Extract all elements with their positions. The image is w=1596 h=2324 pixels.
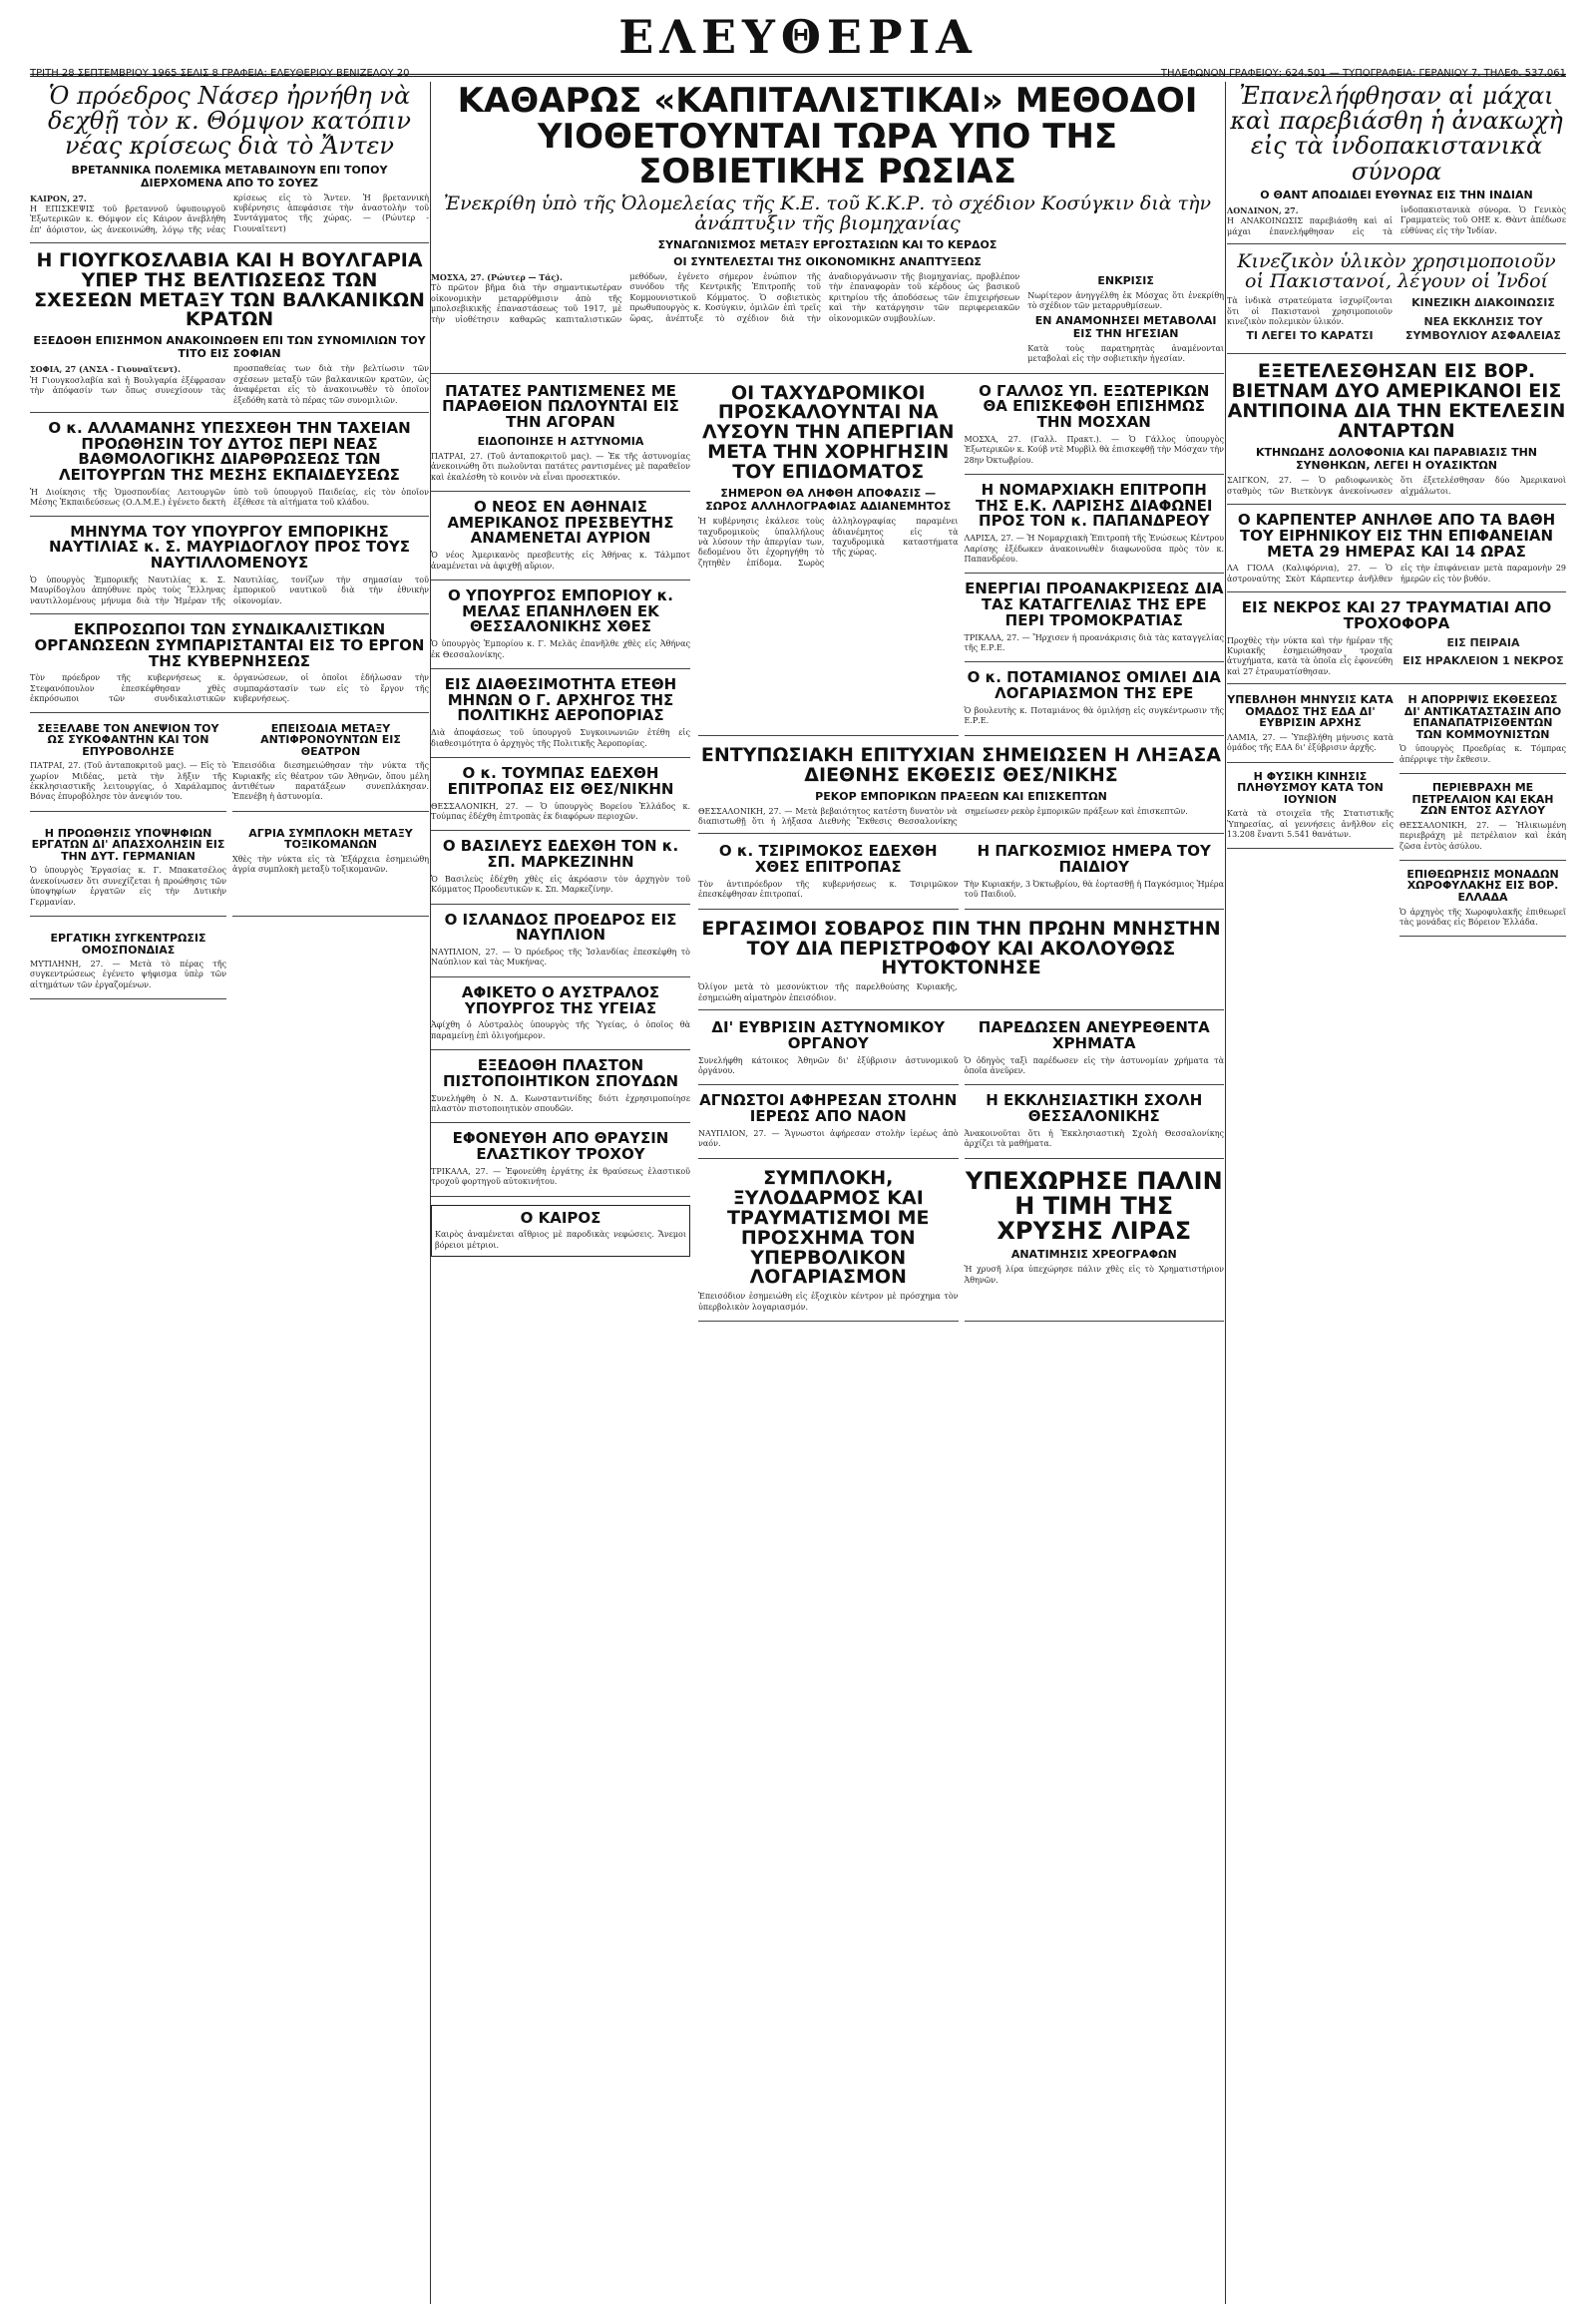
article-forged-cert [431, 1058, 690, 1123]
article-traffic [1227, 600, 1566, 684]
article-body [698, 1129, 959, 1150]
lead-sidebar [1027, 272, 1224, 367]
column-divider [1225, 82, 1226, 2304]
headline: Ο ΥΠΟΥΡΓΟΣ ΕΜΠΟΡΙΟΥ κ. ΜΕΛΑΣ ΕΠΑΝΗΛΘΕΝ ΕΚ ΘΕΣΣΑΛΟΝΙΚΗΣ ΧΘΕΣ [447, 585, 674, 636]
article-body [431, 948, 690, 968]
article-clash [232, 826, 429, 917]
article-body [698, 807, 1224, 828]
headline: ΟΙ ΤΑΧΥΔΡΟΜΙΚΟΙ ΠΡΟΣΚΑΛΟΥΝΤΑΙ ΝΑ ΛΥΣΟΥΝ ΤΗΝ ΑΠΕΡΓΙΑΝ ΜΕΤΑ ΤΗΝ ΧΟΡΗΓΗΣΙΝ ΤΟΥ ΕΠΙΔΟΜΑΤΟΣ [701, 381, 955, 484]
subheadline: ΕΞΕΔΟΘΗ ΕΠΙΣΗΜΟΝ ΑΝΑΚΟΙΝΩΘΕΝ ΕΠΙ ΤΩΝ ΣΥΝΟΜΙΛΙΩΝ ΤΟΥ ΤΙΤΟ ΕΙΣ ΣΟΦΙΑΝ [33, 334, 426, 361]
article-body [30, 761, 226, 803]
article-potamianos [965, 670, 1225, 735]
article-iceland [431, 910, 690, 977]
right-lower-right [1399, 692, 1566, 945]
pair-right [965, 382, 1225, 744]
masthead-rule [30, 74, 1566, 77]
subheadline: ΑΝΑΤΙΜΗΣΙΣ ΧΡΕΟΓΡΑΦΩΝ [1010, 1248, 1177, 1262]
paragraph: ΤΡΙΚΑΛΑ, 27. — Ἐφονεύθη ἐργάτης ἐκ θραύσεως ἐλαστικοῦ τροχοῦ φορτηγοῦ αὐτοκινήτου. [431, 1166, 690, 1187]
article-theatre [232, 721, 429, 812]
subheadline: ΕΙΣ ΗΡΑΚΛΕΙΟΝ 1 ΝΕΚΡΟΣ [1402, 653, 1564, 667]
article-body [698, 1056, 959, 1077]
headline: ΔΙ' ΕΥΒΡΙΣΙΝ ΑΣΤΥΝΟΜΙΚΟΥ ΟΡΓΑΝΟΥ [711, 1018, 946, 1052]
paragraph: Ὀλίγον μετὰ τὸ μεσονύκτιον τῆς παρελθούσης Κυριακῆς, ἐσημειώθη αἱματηρὸν ἐπεισόδιον. [698, 982, 958, 1002]
headline: Ο κ. ΤΣΙΡΙΜΟΚΟΣ ΕΔΕΧΘΗ ΧΘΕΣ ΕΠΙΤΡΟΠΑΣ [718, 842, 938, 877]
headline: Ο ΒΑΣΙΛΕΥΣ ΕΔΕΧΘΗ ΤΟΝ κ. ΣΠ. ΜΑΡΚΕΖΙΝΗΝ [442, 837, 679, 872]
headline: Η ΠΑΓΚΟΣΜΙΟΣ ΗΜΕΡΑ ΤΟΥ ΠΑΙΔΙΟΥ [977, 842, 1211, 877]
paragraph: Ὁ ὑπουργὸς Ἐμπορικῆς Ναυτιλίας κ. Σ. Μαυρίδογλου ἀπηύθυνε πρὸς τοὺς Ἕλληνας ναυτιλλομένους μήνυμα διὰ τὴν Ἡμέραν τῆς Ναυτιλίας, τονίζων τὴν σημασίαν τοῦ ἐμπορικοῦ ναυτικοῦ διὰ τὴν ἐθνικὴν οἰκονομίαν. [30, 575, 429, 605]
headline: ΠΑΡΕΔΩΣΕΝ ΑΝΕΥΡΕΘΕΝΤΑ ΧΡΗΜΑΤΑ [978, 1018, 1210, 1052]
right-lower-left [1227, 692, 1394, 945]
center-right-stack [698, 382, 1224, 1331]
article-child-day [965, 842, 1225, 909]
article-body [435, 1230, 686, 1251]
paragraph: Ὁ ὁδηγὸς ταξὶ παρέδωσεν εἰς τὴν ἀστυνομίαν χρήματα τὰ ὁποῖα ἀνεῦρεν. [964, 1055, 1224, 1076]
paragraph: Ἐπεισόδιον ἐσημειώθη εἰς ἐξοχικὸν κέντρον μὲ πρόσχημα τὸν ὑπερβολικὸν λογαριασμόν. [698, 1292, 959, 1312]
paragraph: Καιρὸς ἀναμένεται αἴθριος μὲ παροδικὰς νεφώσεις. Ἄνεμοι βόρειοι μέτριοι. [435, 1230, 686, 1250]
headline: ΕΞΕΤΕΛΕΣΘΗΣΑΝ ΕΙΣ ΒΟΡ. ΒΙΕΤΝΑΜ ΔΥΟ ΑΜΕΡΙΚΑΝΟΙ ΕΙΣ ΑΝΤΙΠΟΙΝΑ ΔΙΑ ΤΗΝ ΕΚΤΕΛΕΣΙΝ ΑΝΤΑΡΤΩΝ [1227, 360, 1566, 443]
center-top-pair [698, 382, 1224, 744]
article-body [965, 706, 1225, 727]
article-potatoes [431, 381, 690, 492]
article-body [232, 855, 429, 876]
paragraph: Η ΑΝΑΚΟΙΝΩΣΙΣ παρεβιάσθη καὶ αἱ μάχαι ἐπανελήφθησαν εἰς τὰ ἰνδοπακιστανικὰ σύνορα. Ὁ Γενικὸς Γραμματεὺς τοῦ ΟΗΕ κ. Θὰντ ἀπέδωσε εὐθύνας εἰς τὴν Ἰνδίαν. [1227, 204, 1566, 236]
paragraph: Τὸν ἀντιπρόεδρον τῆς κυβερνήσεως κ. Τσιριμῶκον ἐπεσκέφθησαν ἐπιτροπαί. [698, 879, 959, 900]
article-body [1227, 809, 1394, 840]
article-french-minister [964, 381, 1225, 475]
paragraph: ΤΡΙΚΑΛΑ, 27. — Ἤρχισεν ἡ προανάκρισις διὰ τὰς καταγγελίας τῆς Ε.Ρ.Ε. [964, 632, 1224, 652]
paragraph: Χθὲς τὴν νύκτα εἰς τὰ Ἐξάρχεια ἐσημειώθη ἀγρία συμπλοκὴ μεταξὺ τοξικομανῶν. [232, 854, 429, 875]
headline: Ὁ πρόεδρος Νάσερ ἠρνήθη νὰ δεχθῇ τὸν κ. Θόμψον κατόπιν νέας κρίσεως διὰ τὸ Ἄντεν [48, 82, 411, 161]
article-body [1027, 344, 1224, 365]
article-body [431, 802, 690, 823]
center-column [431, 82, 1224, 2304]
paragraph: Τὴν Κυριακήν, 3 Ὀκτωβρίου, θὰ ἑορτασθῇ ἡ Παγκόσμιος Ἡμέρα τοῦ Παιδιοῦ. [964, 879, 1224, 900]
paragraph: Τὸ πρῶτον βῆμα διὰ τὴν σημαντικωτέραν οἰκονομικὴν μεταρρύθμισιν ἀπὸ τῆς μπολσεβικικῆς ἐπαναστάσεως τοῦ 1917, μὲ τὴν υἱοθέτησιν καθαρῶς καπιταλιστικῶν μεθόδων, ἐγένετο σήμερον ἐνώπιον τῆς συνόδου τῆς Κεντρικῆς Ἐπιτροπῆς τοῦ Κομμουνιστικοῦ Κόμματος. Ὁ σοβιετικὸς πρωθυπουργὸς κ. Κοσύγκιν, ὁμιλῶν ἐπὶ τρεῖς ὥρας, ἀνέπτυξε τὸ σχέδιον διὰ τὴν ἀναδιοργάνωσιν τῆς βιομηχανίας, προβλέπον τὴν ἐπαναφορὰν τοῦ κέρδους ὡς βασικοῦ κριτηρίου τῆς ἀποδόσεως τῶν ἐπιχειρήσεων καὶ τὴν κατάργησιν τῶν περιφερειακῶν οἰκονομικῶν συμβουλίων. [431, 271, 1020, 324]
subheadline: ΟΙ ΣΥΝΤΕΛΕΣΤΑΙ ΤΗΣ ΟΙΚΟΝΟΜΙΚΗΣ ΑΝΑΠΤΥΞΕΩΣ [673, 254, 982, 268]
headline: Ο ΝΕΟΣ ΕΝ ΑΘΗΝΑΙΣ ΑΜΕΡΙΚΑΝΟΣ ΠΡΕΣΒΕΥΤΗΣ ΑΝΑΜΕΝΕΤΑΙ ΑΥΡΙΟΝ [447, 497, 674, 548]
subheadline: ΚΤΗΝΩΔΗΣ ΔΟΛΟΦΟΝΙΑ ΚΑΙ ΠΑΡΑΒΙΑΣΙΣ ΤΗΝ ΣΥΝΘΗΚΩΝ, ΛΕΓΕΙ Η ΟΥΑΣΙΚΤΩΝ [1255, 446, 1538, 473]
article-body [1227, 733, 1394, 754]
lower-right [965, 1018, 1225, 1167]
headline: Η ΑΠΟΡΡΙΨΙΣ ΕΚΘΕΣΕΩΣ ΔΙ' ΑΝΤΙΚΑΤΑΣΤΑΣΙΝ ΑΠΟ ΕΠΑΝΑΠΑΤΡΙΣΘΕΝΤΩΝ ΤΩΝ ΚΟΜΜΟΥΝΙΣΤΩΝ [1403, 693, 1562, 741]
paragraph: Νωρίτερον ἀνηγγέλθη ἐκ Μόσχας ὅτι ἐνεκρίθη τὸ σχέδιον τῶν μεταρρυθμίσεων. [1027, 290, 1224, 311]
article-australian [431, 982, 690, 1050]
article-body [431, 728, 690, 749]
article-population [1227, 771, 1394, 850]
article-carpenter [1227, 513, 1566, 592]
lead-body-area [431, 272, 1224, 367]
article-body [698, 517, 959, 569]
article-body [1399, 821, 1566, 852]
dateline: ΜΟΣΧΑ, 27. (Ρώυτερ — Τάς). [431, 271, 563, 282]
headline: ΕΦΟΝΕΥΘΗ ΑΠΟ ΘΡΑΥΣΙΝ ΕΛΑΣΤΙΚΟΥ ΤΡΟΧΟΥ [452, 1129, 669, 1164]
subheadline: ΕΙΔΟΠΟΙΗΣΕ Η ΑΣΤΥΝΟΜΙΑ [477, 434, 644, 448]
subheadline: ΕΙΣ ΠΕΙΡΑΙΑ [1446, 635, 1520, 649]
headline: ΕΠΕΙΣΟΔΙΑ ΜΕΤΑΞΥ ΑΝΤΙΦΡΟΝΟΥΝΤΩΝ ΕΙΣ ΘΕΑΤΡΟΝ [260, 721, 401, 758]
paragraph: ΛΑ ΓΙΟΛΑ (Καλιφόρνια), 27. — Ὁ ἀστροναύτης Σκὸτ Κάρπεντερ ἀνῆλθεν εἰς τὴν ἐπιφάνειαν μετὰ παραμονὴν 29 ἡμερῶν εἰς τὸν βυθόν. [1227, 564, 1566, 583]
center-bottom-pair [698, 1167, 1224, 1330]
subheadline: ΣΥΝΑΓΩΝΙΣΜΟΣ ΜΕΤΑΞΥ ΕΡΓΟΣΤΑΣΙΩΝ ΚΑΙ ΤΟ ΚΕΡΔΟΣ [657, 237, 998, 251]
article-body [431, 875, 690, 896]
short-articles [30, 721, 429, 1008]
subheadline: ΡΕΚΟΡ ΕΜΠΟΡΙΚΩΝ ΠΡΑΞΕΩΝ ΚΑΙ ΕΠΙΣΚΕΠΤΩΝ [815, 789, 1107, 803]
paragraph: Ἐπεισόδια διεσημειώθησαν τὴν νύκτα τῆς Κυριακῆς εἰς θέατρον τῶν Ἀθηνῶν, ὅπου μέλη ἀντιθέτων παρατάξεων συνεπλάκησαν. Ἐπενέβη ἡ ἀστυνομία. [232, 761, 429, 802]
article-body [965, 435, 1225, 466]
paragraph: Ὁ βουλευτὴς κ. Ποταμιάνος θὰ ὁμιλήσῃ εἰς συγκέντρωσιν τῆς Ε.Ρ.Ε. [964, 705, 1224, 726]
subheadline: ΒΡΕΤΑΝΝΙΚΑ ΠΟΛΕΜΙΚΑ ΜΕΤΑΒΑΙΝΟΥΝ ΕΠΙ ΤΟΠΟΥ ΔΙΕΡΧΟΜΕΝΑ ΑΠΟ ΤΟ ΣΟΥΕΖ [71, 163, 388, 190]
lead-deck: Ἐνεκρίθη ὑπὸ τῆς Ὀλομελείας τῆς Κ.Ε. τοῦ Κ.Κ.Ρ. τὸ σχέδιον Κοσύγκιν διὰ τὴν ἀνάπτυξιν τῆς βιομηχανίας [443, 193, 1212, 234]
headline: ΑΦΙΚΕΤΟ Ο ΑΥΣΤΡΑΛΟΣ ΥΠΟΥΡΓΟΣ ΤΗΣ ΥΓΕΙΑΣ [461, 982, 660, 1017]
article-priest-robe [698, 1093, 959, 1158]
article-workers-germany [30, 826, 226, 917]
article-body [30, 576, 429, 607]
article-civil-aviation [431, 674, 690, 758]
headline: ΕΝΤΥΠΩΣΙΑΚΗ ΕΠΙΤΥΧΙΑΝ ΣΗΜΕΙΩΣΕΝ Η ΛΗΞΑΣΑ ΔΙΕΘΝΗΣ ΕΚΘΕΣΙΣ ΘΕΣ/ΝΙΚΗΣ [700, 743, 1222, 786]
headline: Ο ΓΑΛΛΟΣ ΥΠ. ΕΞΩΤΕΡΙΚΩΝ ΘΑ ΕΠΙΣΚΕΦΘΗ ΕΠΙΣΗΜΩΣ ΤΗΝ ΜΟΣΧΑΝ [979, 381, 1210, 431]
article-melas [431, 585, 690, 669]
paragraph: Ὁ Βασιλεὺς ἐδέχθη χθὲς εἰς ἀκρόασιν τὸν ἀρχηγὸν τοῦ Κόμματος Προοδευτικῶν κ. Σπ. Μαρκεζίνην. [431, 874, 690, 895]
paragraph: Κατὰ τοὺς παρατηρητὰς ἀναμένονται μεταβολαὶ εἰς τὴν σοβιετικὴν ἡγεσίαν. [1027, 343, 1224, 364]
paragraph: Ὁ ἀρχηγὸς τῆς Χωροφυλακῆς ἐπιθεωρεῖ τὰς μονάδας εἰς Βόρειον Ἑλλάδα. [1399, 907, 1566, 927]
paragraph: Ὁ ὑπουργὸς Ἐργασίας κ. Γ. Μπακατσέλος ἀνεκοίνωσεν ὅτι συνεχίζεται ἡ προώθησις τῶν ὑποψηφίων ἐργατῶν εἰς τὴν Δυτικὴν Γερμανίαν. [30, 866, 226, 907]
article-toumbas [431, 766, 690, 831]
paragraph: Προχθὲς τὴν νύκτα καὶ τὴν ἡμέραν τῆς Κυριακῆς ἐσημειώθησαν τροχαῖα ἀτυχήματα, κατὰ τὰ ὁποῖα εἷς ἐφονεύθη καὶ 27 ἐτραυματίσθησαν. [1227, 635, 1393, 676]
headline: ΥΠΕΒΛΗΘΗ ΜΗΝΥΣΙΣ ΚΑΤΑ ΟΜΑΔΟΣ ΤΗΣ ΕΔΑ ΔΙ' ΕΥΒΡΙΣΙΝ ΑΡΧΗΣ [1227, 693, 1394, 730]
article-revolver [698, 917, 1224, 1011]
headline: ΠΑΤΑΤΕΣ ΡΑΝΤΙΣΜΕΝΕΣ ΜΕ ΠΑΡΑΘΕΙΟΝ ΠΩΛΟΥΝΤΑΙ ΕΙΣ ΤΗΝ ΑΓΟΡΑΝ [442, 381, 679, 431]
article-body [1227, 636, 1566, 678]
headline: ΕΚΠΡΟΣΩΠΟΙ ΤΩΝ ΣΥΝΔΙΚΑΛΙΣΤΙΚΩΝ ΟΡΓΑΝΩΣΕΩΝ ΣΥΜΠΑΡΙΣΤΑΝΤΑΙ ΕΙΣ ΤΟ ΕΡΓΟΝ ΤΗΣ ΚΥΒΕΡΝΗΣΕΩΣ [34, 620, 425, 670]
article-body [1399, 908, 1566, 929]
article-shooting [30, 721, 226, 812]
headline: Ο ΚΑΡΠΕΝΤΕΡ ΑΝΗΛΘΕ ΑΠΟ ΤΑ ΒΑΘΗ ΤΟΥ ΕΙΡΗΝΙΚΟΥ ΕΙΣ ΤΗΝ ΕΠΙΦΑΝΕΙΑΝ ΜΕΤΑ 29 ΗΜΕΡΑΣ ΚΑΙ 14 ΩΡΑΣ [1237, 511, 1556, 561]
article-body [965, 633, 1225, 654]
article-church-school [965, 1093, 1225, 1158]
left-column [30, 82, 429, 2304]
article-body [965, 534, 1225, 565]
dateline: ΚΑΙΡΟΝ, 27. [30, 193, 87, 203]
headline: ΣΕΞΕΛΑΒΕ ΤΟΝ ΑΝΕΨΙΟΝ ΤΟΥ ΩΣ ΣΥΚΟΦΑΝΤΗΝ ΚΑΙ ΤΟΝ ΕΠΥΡΟΒΟΛΗΣΕ [37, 721, 219, 758]
dateline: ΣΟΦΙΑ, 27 (ΑΝΣΑ - Γιουναϊτεντ). [30, 364, 181, 375]
lower-left [698, 1018, 959, 1167]
paragraph: Συνελήφθη κάτοικος Ἀθηνῶν δι' ἐξύβρισιν ἀστυνομικοῦ ὀργάνου. [698, 1055, 959, 1076]
paragraph: Συνελήφθη ὁ Ν. Δ. Κωνσταντινίδης διότι ἐχρησιμοποίησε πλαστὸν πιστοποιητικὸν σπουδῶν. [431, 1093, 690, 1114]
article-body [431, 639, 690, 660]
paragraph: Ἡ χρυσῆ λίρα ὑπεχώρησε πάλιν χθὲς εἰς τὸ Χρηματιστήριον Ἀθηνῶν. [964, 1265, 1224, 1285]
paragraph: ΘΕΣΣΑΛΟΝΙΚΗ, 27. — Μετὰ βεβαιότητος κατέστη δυνατὸν νὰ διαπιστωθῇ ὅτι ἡ λήξασα Διεθνὴς Ἔκθεσις Θεσσαλονίκης σημείωσεν ρεκὸρ ἐμπορικῶν πράξεων καὶ ἐπισκεπτῶν. [698, 806, 1188, 826]
paragraph: Ἡ Γιουγκοσλαβία καὶ ἡ Βουλγαρία ἐξέφρασαν τὴν ἀπόφασίν των ὅπως συνεχίσουν τὰς προσπαθείας των διὰ τὴν βελτίωσιν τῶν σχέσεων μεταξὺ τῶν βαλκανικῶν κρατῶν, ὡς ἀναφέρεται εἰς τὸ ἀνακοινωθὲν τὸ ὁποῖον ἐξεδόθη κατὰ τὸ πέρας τῶν συνομιλιῶν. [30, 364, 429, 405]
article-body [1227, 205, 1566, 238]
paragraph: Ἀφίχθη ὁ Αὐστραλὸς ὑπουργὸς τῆς Ὑγείας, ὁ ὁποῖος θὰ παραμείνῃ ἐπὶ ὀλιγοήμερον. [431, 1020, 690, 1040]
paragraph: ΠΑΤΡΑΙ, 27. (Τοῦ ἀνταποκριτοῦ μας). — Ἐκ τῆς ἀστυνομίας ἀνεκοινώθη ὅτι πωλοῦνται πατάτες ραντισμένες μὲ παραθεῖον καὶ ἐκαλέσθη τὸ κοινὸν νὰ εἶναι προσεκτικόν. [431, 451, 690, 482]
article-body [431, 1020, 690, 1041]
headline: ΠΕΡΙΕΒΡΑΧΗ ΜΕ ΠΕΤΡΕΛΑΙΟΝ ΚΑΙ ΕΚΑΗ ΖΩΝ ΕΝΤΟΣ ΑΣΥΛΟΥ [1411, 781, 1554, 818]
article-gendarmerie [1399, 869, 1566, 937]
center-mid-pair [698, 842, 1224, 917]
article-labour-rally [30, 931, 226, 999]
article-body [965, 1056, 1225, 1077]
subheadline: ΤΙ ΛΕΓΕΙ ΤΟ ΚΑΡΑΤΣΙ [1246, 329, 1374, 343]
headline: Ἐπανελήφθησαν αἱ μάχαι καὶ παρεβιάσθη ἡ ἀνακωχὴ εἰς τὰ ἰνδοπακιστανικὰ σύνορα [1230, 82, 1563, 186]
paragraph: Η ΕΠΙΣΚΕΨΙΣ τοῦ βρεταννοῦ ὑφυπουργοῦ Ἐξωτερικῶν κ. Θόμψον εἰς Κάιρον ἀνεβλήθη ἐπ' ἀόριστον, ὡς ἀνεκοινώθη, λόγῳ τῆς νέας κρίσεως εἰς τὸ Ἄντεν. Ἡ βρεταννικὴ κυβέρνησις ἀπεφάσισε τὴν ἀναστολὴν τοῦ Συντάγματος τῆς χώρας. — (Ρώυτερ - Γιουναϊτεντ) [30, 193, 429, 234]
headline: ΥΠΕΧΩΡΗΣΕ ΠΑΛΙΝ Η ΤΙΜΗ ΤΗΣ ΧΡΥΣΗΣ ΛΙΡΑΣ [965, 1166, 1223, 1246]
subheadline: ΚΙΝΕΖΙΚΗ ΔΙΑΚΟΙΝΩΣΙΣ [1411, 296, 1555, 310]
headline: Ο ΚΑΙΡΟΣ [520, 1208, 601, 1227]
article-body [1027, 291, 1224, 312]
article-allamanis [30, 418, 429, 517]
article-body [1227, 564, 1566, 585]
headline: Η ΝΟΜΑΡΧΙΑΚΗ ΕΠΙΤΡΟΠΗ ΤΗΣ Ε.Κ. ΛΑΡΙΣΗΣ ΔΙΑΦΩΝΕΙ ΠΡΟΣ ΤΟΝ κ. ΠΑΠΑΝΔΡΕΟΥ [976, 480, 1213, 531]
article-body [30, 866, 226, 908]
subheadline: ΕΝΚΡΙΣΙΣ [1097, 273, 1154, 287]
paragraph: Ἀνακοινοῦται ὅτι ἡ Ἐκκλησιαστικὴ Σχολὴ Θεσσαλονίκης ἀρχίζει τὰ μαθήματα. [964, 1128, 1224, 1149]
article-body [232, 761, 429, 803]
article-body [431, 452, 690, 483]
center-lower-pair [698, 1018, 1224, 1167]
headline: Η ΕΚΚΛΗΣΙΑΣΤΙΚΗ ΣΧΟΛΗ ΘΕΣΣΑΛΟΝΙΚΗΣ [986, 1091, 1203, 1126]
headline: ΕΠΙΘΕΩΡΗΣΙΣ ΜΟΝΑΔΩΝ ΧΩΡΟΦΥΛΑΚΗΣ ΕΙΣ ΒΟΡ. ΕΛΛΑΔΑ [1406, 867, 1559, 904]
article-found-money [965, 1020, 1225, 1085]
paragraph: Ὁ ὑπουργὸς Προεδρίας κ. Τόμπρας ἀπέρριψε τὴν ἔκθεσιν. [1399, 744, 1566, 764]
masthead [30, 10, 1566, 80]
article-postal-strike [698, 382, 959, 736]
subheadline: ΕΝ ΑΝΑΜΟΝΗΣΕΙ ΜΕΤΑΒΟΛΑΙ ΕΙΣ ΤΗΝ ΗΓΕΣΙΑΝ [1034, 313, 1217, 340]
right-lower [1227, 692, 1566, 945]
subheadline: ΣΗΜΕΡΟΝ ΘΑ ΛΗΦΘΗ ΑΠΟΦΑΣΙΣ — ΣΩΡΟΣ ΑΛΛΗΛΟΓΡΑΦΙΑΣ ΑΔΙΑΝΕΜΗΤΟΣ [705, 487, 952, 514]
subheadline: Ο ΘΑΝΤ ΑΠΟΔΙΔΕΙ ΕΥΘΥΝΑΣ ΕΙΣ ΤΗΝ ΙΝΔΙΑΝ [1260, 188, 1533, 201]
article-body [431, 272, 1019, 367]
article-body [30, 488, 429, 510]
article-tyre [431, 1131, 690, 1196]
paragraph: Ἡ Διοίκησις τῆς Ὁμοσπονδίας Λειτουργῶν Μέσης Ἐκπαιδεύσεως (Ο.Λ.Μ.Ε.) ἐγένετο δεκτὴ ὑπὸ τοῦ ὑπουργοῦ Παιδείας, εἰς τὸν ὁποῖον ἐξέθεσε τὰ αἰτήματα τοῦ κλάδου. [30, 487, 429, 508]
article-tsirimokos [698, 842, 959, 909]
article-thessaloniki-fair [698, 743, 1224, 835]
lead-article-soviet [431, 84, 1224, 374]
headline: Ο κ. ΤΟΥΜΠΑΣ ΕΔΕΧΘΗ ΕΠΙΤΡΟΠΑΣ ΕΙΣ ΘΕΣ/ΝΙΚΗΝ [447, 764, 674, 798]
article-brawl [698, 1167, 959, 1322]
article-body [698, 982, 1224, 1003]
article-asylum-fire [1399, 782, 1566, 861]
article-navy-message [30, 522, 429, 614]
article-body [1227, 296, 1566, 347]
article-body [698, 1292, 959, 1313]
headline: ΕΞΕΔΟΘΗ ΠΛΑΣΤΟΝ ΠΙΣΤΟΠΟΙΗΤΙΚΟΝ ΣΠΟΥΔΩΝ [442, 1056, 679, 1090]
article-body [698, 880, 959, 901]
paragraph: ΠΑΤΡΑΙ, 27. (Τοῦ ἀνταποκριτοῦ μας). — Εἰς τὸ χωρίον Μιδέας, μετὰ τὴν λῆξιν τῆς ἐκκλησιαστικῆς λειτουργίας, ὁ Χαράλαμπος Βόνας ἐπυροβόλησε τὸν ἀνεψιόν του. [30, 761, 226, 802]
article-yugoslavia [30, 248, 429, 413]
paragraph: ΛΑΡΙΣΑ, 27. — Ἡ Νομαρχιακὴ Ἐπιτροπὴ τῆς Ἑνώσεως Κέντρου Λαρίσης ἐξέδωκεν ἀνακοινωθὲν διαφωνοῦσα πρὸς τὸν κ. Παπανδρέου. [964, 534, 1224, 564]
article-body [1227, 476, 1566, 498]
headline: Ο κ. ΠΟΤΑΜΙΑΝΟΣ ΟΜΙΛΕΙ ΔΙΑ ΛΟΓΑΡΙΑΣΜΟΝ ΤΗΣ ΕΡΕ [967, 668, 1221, 703]
article-king [431, 839, 690, 904]
article-larissa [964, 480, 1225, 574]
headline: Η ΦΥΣΙΚΗ ΚΙΝΗΣΙΣ ΠΛΗΘΥΣΜΟΥ ΚΑΤΑ ΤΟΝ ΙΟΥΝΙΟΝ [1237, 769, 1384, 806]
paragraph: Διὰ ἀποφάσεως τοῦ ὑπουργοῦ Συγκοινωνιῶν ἐτέθη εἰς διαθεσιμότητα ὁ ἀρχηγὸς τῆς Πολιτικῆς Ἀεροπορίας. [431, 728, 690, 748]
lead-headline: ΚΑΘΑΡΩΣ «ΚΑΠΙΤΑΛΙΣΤΙΚΑΙ» ΜΕΘΟΔΟΙ ΥΙΟΘΕΤΟΥΝΤΑΙ ΤΩΡΑ ΥΠΟ ΤΗΣ ΣΟΒΙΕΤΙΚΗΣ ΡΩΣΙΑΣ [457, 82, 1198, 193]
article-body [965, 880, 1225, 901]
headline: Η ΓΙΟΥΓΚΟΣΛΑΒΙΑ ΚΑΙ Η ΒΟΥΛΓΑΡΙΑ ΥΠΕΡ ΤΗΣ ΒΕΛΤΙΩΣΕΩΣ ΤΩΝ ΣΧΕΣΕΩΝ ΜΕΤΑΞΥ ΤΩΝ ΒΑΛΚΑΝΙΚΩΝ ΚΡΑΤΩΝ [34, 248, 425, 331]
center-lower [431, 382, 1224, 1331]
right-column [1227, 82, 1566, 2304]
article-unions [30, 622, 429, 712]
paragraph: Ὁ ὑπουργὸς Ἐμπορίου κ. Γ. Μελᾶς ἐπανῆλθε χθὲς εἰς Ἀθήνας ἐκ Θεσσαλονίκης. [431, 639, 690, 659]
article-body [30, 960, 226, 990]
article-body [965, 1265, 1225, 1286]
headline: ΕΡΓΑΣΙΜΟΙ ΣΟΒΑΡΟΣ ΠΙΝ ΤΗΝ ΠΡΩΗΝ ΜΝΗΣΤΗΝ ΤΟΥ ΔΙΑ ΠΕΡΙΣΤΡΟΦΟΥ ΚΑΙ ΑΚΟΛΟΥΘΩΣ ΗΥΤΟΚΤΟΝΗΣΕ [701, 917, 1221, 979]
article-ere-terror [965, 581, 1225, 662]
headline: ΣΥΜΠΛΟΚΗ, ΞΥΛΟΔΑΡΜΟΣ ΚΑΙ ΤΡΑΥΜΑΤΙΣΜΟΙ ΜΕ ΠΡΟΣΧΗΜΑ ΤΟΝ ΥΠΕΡΒΟΛΙΚΟΝ ΛΟΓΑΡΙΑΣΜΟΝ [726, 1166, 930, 1289]
article-police-insult [698, 1020, 959, 1085]
paragraph: ΛΑΜΙΑ, 27. — Ὑπεβλήθη μήνυσις κατὰ ὁμάδος τῆς ΕΔΑ δι' ἐξύβρισιν ἀρχῆς. [1227, 732, 1394, 753]
headline: Η ΠΡΟΩΘΗΣΙΣ ΥΠΟΨΗΦΙΩΝ ΕΡΓΑΤΩΝ ΔΙ' ΑΠΑΣΧΟΛΗΣΙΝ ΕΙΣ ΤΗΝ ΔΥΤ. ΓΕΡΜΑΝΙΑΝ [31, 826, 225, 863]
article-us-ambassador [431, 497, 690, 581]
headline: ΕΡΓΑΤΙΚΗ ΣΥΓΚΕΝΤΡΩΣΙΣ ΟΜΟΣΠΟΝΔΙΑΣ [50, 931, 206, 957]
headline: Κινεζικὸν ὑλικὸν χρησιμοποιοῦν οἱ Πακιστανοί, λέγουν οἱ Ἰνδοί [1237, 250, 1556, 293]
phones-line: ΤΗΛΕΦΩΝΟΝ ΓΡΑΦΕΙΟΥ: 624.501 — ΤΥΠΟΓΡΑΦΕΙΑ: ΓΕΡΑΝΙΟΥ 7, ΤΗΛΕΦ. 537.061 [1160, 68, 1566, 79]
article-body [431, 551, 690, 572]
headline: ΜΗΝΥΜΑ ΤΟΥ ΥΠΟΥΡΓΟΥ ΕΜΠΟΡΙΚΗΣ ΝΑΥΤΙΛΙΑΣ κ. Σ. ΜΑΥΡΙΔΟΓΛΟΥ ΠΡΟΣ ΤΟΥΣ ΝΑΥΤΙΛΛΟΜΕΝΟΥΣ [48, 522, 411, 573]
article-gold-sovereign [965, 1167, 1225, 1322]
article-body [431, 1167, 690, 1188]
paragraph: Ἡ κυβέρνησις ἐκάλεσε τοὺς ταχυδρομικοὺς ὑπαλλήλους νὰ λύσουν τὴν ἀπεργίαν των, δεδομένου ὅτι ἐχορηγήθη τὸ ζητηθὲν ἐπίδομα. Σωρὸς ἀλληλογραφίας παραμένει ἀδιανέμητος εἰς τὰ ταχυδρομικὰ καταστήματα τῆς χώρας. [698, 517, 959, 568]
article-nasser [30, 84, 429, 243]
newspaper-title: ΕΛΕΥΘΕΡΙΑ [618, 10, 978, 64]
subheadline: ΝΕΑ ΕΚΚΛΗΣΙΣ ΤΟΥ ΣΥΜΒΟΥΛΙΟΥ ΑΣΦΑΛΕΙΑΣ [1405, 314, 1561, 342]
headline: ΑΓΝΩΣΤΟΙ ΑΦΗΡΕΣΑΝ ΣΤΟΛΗΝ ΙΕΡΕΩΣ ΑΠΟ ΝΑΟΝ [699, 1091, 958, 1126]
headline: ΕΝΕΡΓΙΑΙ ΠΡΟΑΝΑΚΡΙΣΕΩΣ ΔΙΑ ΤΑΣ ΚΑΤΑΓΓΕΛΙΑΣ ΤΗΣ ΕΡΕ ΠΕΡΙ ΤΡΟΜΟΚΡΑΤΙΑΣ [965, 580, 1224, 629]
article-body [30, 194, 429, 236]
paragraph: ΝΑΥΠΛΙΟΝ, 27. — Ἄγνωστοι ἀφήρεσαν στολὴν ἱερέως ἀπὸ ναόν. [698, 1128, 959, 1149]
article-chinese-material [1227, 252, 1566, 354]
paragraph: Ὁ νέος Ἀμερικανὸς πρεσβευτὴς εἰς Ἀθήνας κ. Τάλμποτ ἀναμένεται νὰ ἀφιχθῇ αὔριον. [431, 551, 690, 571]
paragraph: Τὰ ἰνδικὰ στρατεύματα ἰσχυρίζονται ὅτι οἱ Πακιστανοὶ χρησιμοποιοῦν κινεζικὸν πολεμικὸν ὑλικόν. [1227, 296, 1393, 327]
paragraph: ΝΑΥΠΛΙΟΝ, 27. — Ὁ πρόεδρος τῆς Ἰσλανδίας ἐπεσκέφθη τὸ Ναύπλιον καὶ τὰς Μυκήνας. [431, 948, 690, 968]
headline: ΕΙΣ ΔΙΑΘΕΣΙΜΟΤΗΤΑ ΕΤΕΘΗ ΜΗΝΩΝ Ο Γ. ΑΡΧΗΓΟΣ ΤΗΣ ΠΟΛΙΤΙΚΗΣ ΑΕΡΟΠΟΡΙΑΣ [444, 674, 677, 725]
paragraph: ΜΟΣΧΑ, 27. (Γαλλ. Πρακτ.). — Ὁ Γάλλος ὑπουργὸς Ἐξωτερικῶν κ. Κούβ ντὲ Μυρβὶλ θὰ ἐπισκεφθῇ τὴν Μόσχαν τὴν 28ην Ὀκτωβρίου. [964, 434, 1224, 465]
paragraph: ΣΑΙΓΚΟΝ, 27. — Ὁ ραδιοφωνικὸς σταθμὸς τῶν Βιετκὸνγκ ἀνεκοίνωσεν ὅτι ἐξετελέσθησαν δύο Ἀμερικανοὶ αἰχμάλωτοι. [1227, 476, 1566, 496]
article-weather [431, 1205, 690, 1258]
article-body [1399, 744, 1566, 765]
headline: ΕΙΣ ΝΕΚΡΟΣ ΚΑΙ 27 ΤΡΑΥΜΑΤΙΑΙ ΑΠΟ ΤΡΟΧΟΦΟΡΑ [1241, 598, 1552, 632]
article-indo-pak [1227, 84, 1566, 244]
article-vietnam [1227, 362, 1566, 505]
paragraph: ΜΥΤΙΛΗΝΗ, 27. — Μετὰ τὸ πέρας τῆς συγκεντρώσεως ἐγένετο ψήφισμα ὑπὲρ τῶν αἰτημάτων τῶν ἐργαζομένων. [30, 960, 226, 989]
paragraph: ΘΕΣΣΑΛΟΝΙΚΗ, 27. — Ὁ ὑπουργὸς Βορείου Ἑλλάδος κ. Τούμπας ἐδέχθη ἐπιτροπὰς ἐκ διαφόρων περιοχῶν. [431, 801, 690, 821]
center-left-stack [431, 382, 690, 1331]
article-body [431, 1094, 690, 1115]
article-body [30, 364, 429, 406]
issue-line: ΤΡΙΤΗ 28 ΣΕΠΤΕΜΒΡΙΟΥ 1965 ΣΕΛΙΣ 8 ΓΡΑΦΕΙΑ: ΕΛΕΥΘΕΡΙΟΥ ΒΕΝΙΖΕΛΟΥ 20 [30, 68, 410, 79]
article-repatriated [1399, 694, 1566, 774]
paragraph: ΘΕΣΣΑΛΟΝΙΚΗ, 27. — Ἠλικιωμένη περιεβράχη μὲ πετρέλαιον καὶ ἐκάη ζῶσα ἐντὸς ἀσύλου. [1399, 820, 1566, 851]
article-body [965, 1129, 1225, 1150]
paragraph: Κατὰ τὰ στοιχεῖα τῆς Στατιστικῆς Ὑπηρεσίας, αἱ γεννήσεις ἀνῆλθον εἰς 13.208 ἔναντι 5.541 θανάτων. [1227, 809, 1394, 839]
dateline: ΛΟΝΔΙΝΟΝ, 27. [1227, 204, 1299, 215]
headline: Ο ΙΣΛΑΝΔΟΣ ΠΡΟΕΔΡΟΣ ΕΙΣ ΝΑΥΠΛΙΟΝ [444, 910, 677, 945]
article-body [30, 673, 429, 705]
headline: Ο κ. ΑΛΛΑΜΑΝΗΣ ΥΠΕΣΧΕΘΗ ΤΗΝ ΤΑΧΕΙΑΝ ΠΡΟΩΘΗΣΙΝ ΤΟΥ ΔΥΤΟΣ ΠΕΡΙ ΝΕΑΣ ΒΑΘΜΟΛΟΓΙΚΗΣ ΔΙΑΡΘΡΩΣΕΩΣ ΤΩΝ ΛΕΙΤΟΥΡΓΩΝ ΤΗΣ ΜΕΣΗΣ ΕΚΠΑΙΔΕΥΣΕΩΣ [48, 418, 411, 485]
headline: ΑΓΡΙΑ ΣΥΜΠΛΟΚΗ ΜΕΤΑΞΥ ΤΟΞΙΚΟΜΑΝΩΝ [248, 826, 413, 852]
paragraph: Τὸν πρόεδρον τῆς κυβερνήσεως κ. Στεφανόπουλον ἐπεσκέφθησαν χθὲς ἐκπρόσωποι τῶν συνδικαλιστικῶν ὀργανώσεων, οἱ ὁποῖοι ἐδήλωσαν τὴν συμπαράστασίν των εἰς τὸ ἔργον τῆς κυβερνήσεως. [30, 673, 429, 704]
article-eda-lawsuit [1227, 694, 1394, 762]
